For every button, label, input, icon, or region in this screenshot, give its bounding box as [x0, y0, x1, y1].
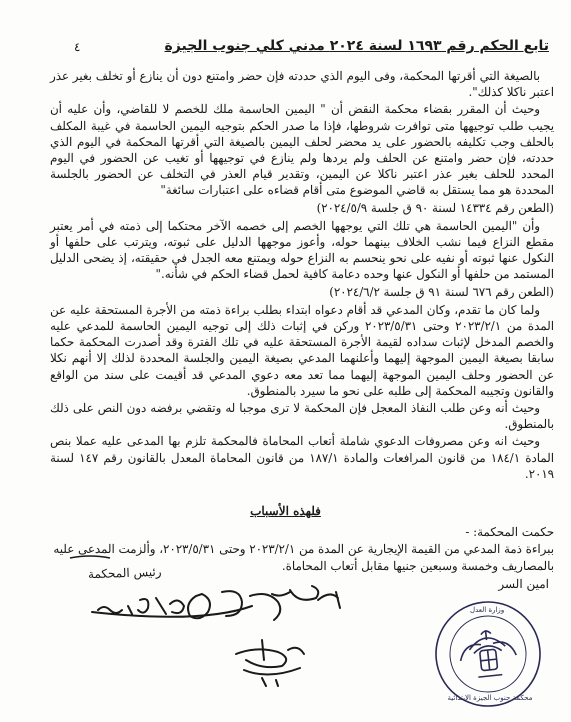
citation: (الطعن رقم ١٤٣٣٤ لسنة ٩٠ ق جلسة ٢٠٢٤/٥/٩) [316, 200, 554, 215]
secretary-label: امين السر [498, 577, 549, 591]
verdict-text: ببراءة ذمة المدعي من القيمة الإيجارية عن المدة من ٢٠٢٣/٢/١ وحتى ٢٠٢٣/٥/٣١، وألزمت المدعى عليه بالمصاريف وخمسة وسبعين جنيها مقابل أتعاب المحاماة. [53, 542, 554, 573]
seal-court-text: محكمة جنوب الجيزة الابتدائية [447, 694, 533, 702]
verdict-lead: حكمت المحكمة: - [465, 525, 554, 539]
judge-signature [236, 640, 304, 686]
paragraph: وحيث أن المقرر بقضاء محكمة النقض أن " اليمين الحاسمة ملك للخصم لا للقاضي، وأن عليه أن يجيب طلب توجيهها متى توافرت شروطها، فإذا ما صدر الحكم بتوجيه اليمين الحاسمة في غيبة المكلف بالحلف وجب تكليفه بالحضور على يد محضر لحلف اليمين بالصيغة التي أقرتها المحكمة في اليوم الذي حددته، فإن حضر وامتنع عن الحلف ولم يردها ولم ينازع في توجيهها أو تغيب عن الحضور في اليوم المحدد للحلف بغير عذر اعتبر ناكلا عن اليمين، وتقدير قيام العذر في التخلف عن الحضور بالجلسة المحددة هو مما يستقل به قاضي الموضوع متى أقام قضاءه على اعتبارات سائغة" [50, 102, 554, 198]
handwritten-date-signature [92, 586, 340, 620]
citation: (الطعن رقم ٦٧٦ لسنة ٩١ ق جلسة ٢٠٢٤/٦/٢) [329, 284, 554, 299]
paragraph: وحيث انه وعن مصروفات الدعوي شاملة أتعاب المحاماة فالمحكمة تلزم بها المدعى عليه عملا بنص المادة ١٨٤/١ من قانون المرافعات والمادة ١٨٧/١ من قانون المحاماة المعدل بالقانون رقم ١٤٧ لسنة ٢٠١٩. [50, 434, 554, 481]
paragraph: وحيث أنه وعن طلب النفاذ المعجل فإن المحكمة لا ترى موجبا له وتقضي برفضه دون النص على ذلك بالمنطوق. [50, 401, 554, 432]
judgment-title: تابع الحكم رقم ١٦٩٣ لسنة ٢٠٢٤ مدني كلي جنوب الجيزة [164, 38, 549, 54]
court-president-label: رئيس المحكمة [87, 564, 162, 582]
paragraph: بالصيغة التي أقرتها المحكمة، وفى اليوم الذي حددته فإن حضر وامتنع دون أن ينازع أو تخلف بغير عذر اعتبر ناكلا كذلك". [50, 69, 554, 100]
page-number: ٤ [74, 40, 81, 54]
section-heading: فلهذه الأسباب [250, 504, 321, 518]
paragraph: وأن "اليمين الحاسمة هي تلك التي يوجهها الخصم إلى خصمه الآخر محتكما إلى ذمته في أمر يعتبر مقطع النزاع فيما نشب الخلاف بينهما حوله، وأعوز موجهها الدليل على ثبوته، ويترتب على حلفها أو النكول عنها ثبوته أو نفيه على نحو ينحسم به النزاع حوله ويمتنع معه الجدل في حقيقته، إذ يضحى الدليل المستمد من حلفها أو النكول عنها وحده دعامة كافية لحمل قضاء الحكم في شأنه." [50, 218, 554, 282]
paragraph: ولما كان ما تقدم، وكان المدعي قد أقام دعواه ابتداء بطلب براءة ذمته من الأجرة المستحقة عليه عن المدة من ٢٠٢٣/٢/١ وحتى ٢٠٢٣/٥/٣١ وركن في إثبات ذلك إلى توجيه اليمين الحاسمة للمدعي عليه والخصم المدخل لإثبات سداده لقيمة الأجرة المستحقة عليه في تلك الفترة وقد أصدرت المحكمة حكما سابقا بصيغة اليمين الموجهة إليهما وأعلنهما المدعي بصيغة اليمين والجلسة المحددة لذلك إلا أنهم نكلا عن الحضور وحلف اليمين الموجهة إليهما مما تعد معه دعوي المدعي قد أقيمت على سند من الواقع والقانون وتجيبه المحكمة إلى طلبه على نحو ما سيرد بالمنطوق. [50, 302, 554, 398]
verdict-date-annotation [70, 556, 110, 558]
seal-ministry-text: وزارة العدل [470, 606, 505, 614]
